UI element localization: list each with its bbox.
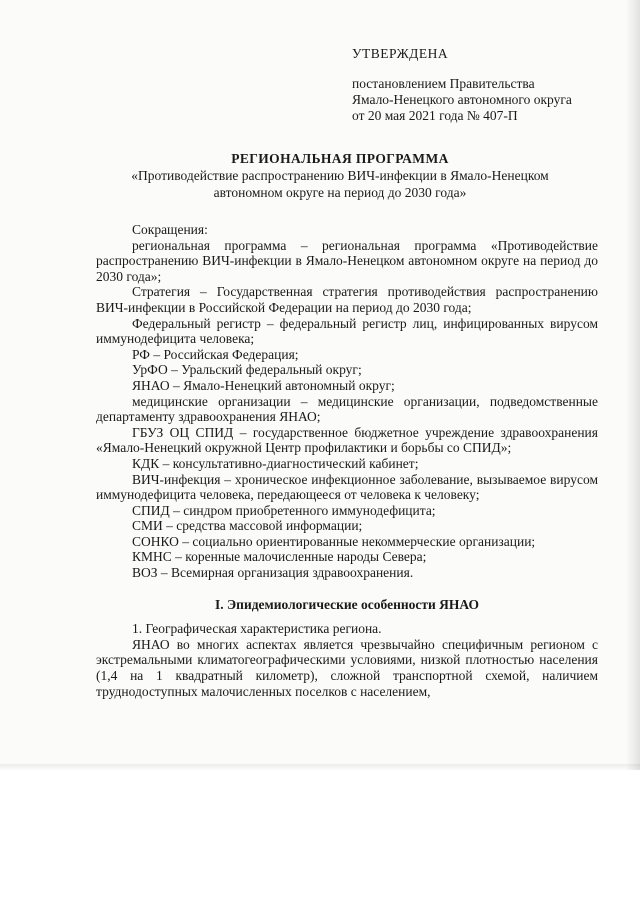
abbreviation-item: Стратегия – Государственная стратегия противодействия распространению ВИЧ-инфекции в Российской Федерации на период до 2030 года; — [96, 284, 598, 315]
page-edge-shadow — [626, 0, 640, 770]
abbreviations-heading: Сокращения: — [132, 222, 208, 237]
abbreviation-item: региональная программа – региональная программа «Противодействие распространению ВИЧ-инфекции в Ямало-Ненецком автономном округе на период до 2030 года»; — [96, 237, 598, 284]
abbreviation-item: КМНС – коренные малочисленные народы Севера; — [132, 549, 427, 565]
subsection-heading: 1. Географическая характеристика региона. — [132, 621, 382, 637]
section-paragraph: ЯНАО во многих аспектах является чрезвычайно специфичным регионом с экстремальными климатогеографическими условиями, низкой плотностью населения (1,4 на 1 квадратный километр), сложной транспортной схемой, наличием труднодоступных малочисленных поселков с населением, — [96, 636, 598, 699]
abbreviation-item: ГБУЗ ОЦ СПИД – государственное бюджетное учреждение здравоохранения «Ямало-Ненецкий окружной Центр профилактики и борьбы со СПИД»; — [96, 424, 598, 456]
abbreviation-item: медицинские организации – медицинские организации, подведомственные департаменту здравоохранения ЯНАО; — [96, 393, 598, 425]
abbreviation-item: СОНКО – социально ориентированные некоммерческие организации; — [132, 533, 536, 549]
program-heading: РЕГИОНАЛЬНАЯ ПРОГРАММА — [231, 151, 449, 166]
approval-line-3: от 20 мая 2021 года № 407-П — [352, 108, 518, 123]
abbreviation-item: СПИД – синдром приобретенного иммунодефицита; — [132, 502, 436, 518]
program-subtitle-line-2: автономном округе на период до 2030 года» — [213, 185, 467, 200]
page-bottom-edge — [0, 764, 640, 770]
abbreviation-item: РФ – Российская Федерация; — [132, 346, 299, 362]
abbreviation-item: ЯНАО – Ямало-Ненецкий автономный округ; — [132, 377, 395, 393]
approval-block — [352, 46, 572, 124]
document-body — [96, 222, 598, 699]
abbreviation-item: УрФО – Уральский федеральный округ; — [132, 362, 362, 378]
document-title — [100, 150, 580, 201]
abbreviation-item: КДК – консультативно-диагностический кабинет; — [132, 455, 419, 471]
abbreviation-item: Федеральный регистр – федеральный регистр лиц, инфицированных вирусом иммунодефицита человека; — [96, 315, 598, 347]
approval-line-1: постановлением Правительства — [352, 76, 535, 91]
approval-line-2: Ямало-Ненецкого автономного округа — [352, 92, 572, 107]
abbreviation-item: ВОЗ – Всемирная организация здравоохранения. — [132, 565, 414, 581]
program-subtitle-line-1: «Противодействие распространению ВИЧ-инфекции в Ямало-Ненецком — [131, 168, 549, 183]
abbreviation-item: ВИЧ-инфекция – хроническое инфекционное заболевание, вызываемое вирусом иммунодефицита человека, передающееся от человека к человеку; — [96, 471, 598, 503]
section-heading: I. Эпидемиологические особенности ЯНАО — [215, 596, 479, 612]
approval-stamp: УТВЕРЖДЕНА — [352, 46, 449, 61]
abbreviation-item: СМИ – средства массовой информации; — [132, 518, 363, 534]
